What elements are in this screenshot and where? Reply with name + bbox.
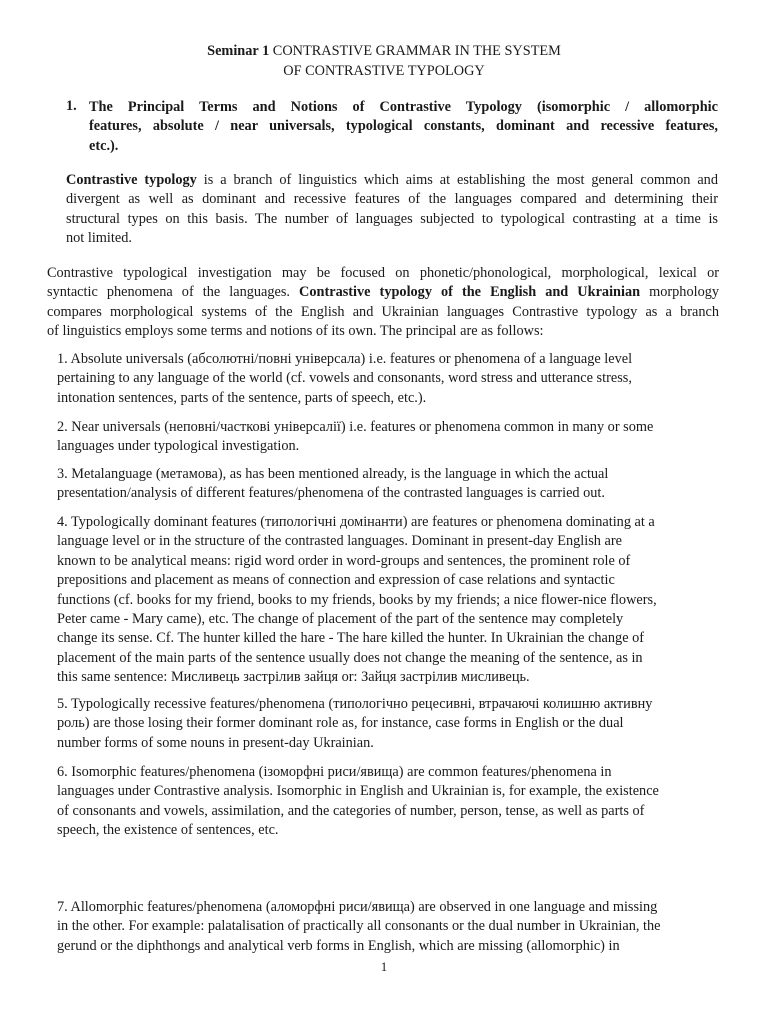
list-item-line: known to be analytical means: rigid word order in word-groups and sentences, the prominent role of xyxy=(57,552,631,569)
list-item-line: change its sense. Cf. The hunter killed the hare - The hare killed the hunter. In Ukrainian the change of xyxy=(57,630,645,647)
intro-line: of linguistics employs some terms and notions of its own. The principal are as follows: xyxy=(47,323,544,340)
list-item-line: placement of the main parts of the sentence usually does not change the meaning of the sentence, as in xyxy=(57,649,643,666)
intro-text: syntactic phenomena of the languages. xyxy=(47,284,300,301)
list-item-line: 2. Near universals (неповні/часткові універсалії) i.e. features or phenomena common in many or some xyxy=(57,419,654,435)
page-number: 1 xyxy=(380,959,388,974)
list-item xyxy=(57,465,717,504)
section-heading-line: etc.). xyxy=(89,137,119,154)
intro-bold-text: Contrastive typology of the English and Ukrainian xyxy=(299,284,641,301)
page-title-line2: OF CONTRASTIVE TYPOLOGY xyxy=(283,63,485,79)
definition-line: structural types on this basis. The number of languages subjected to typological contrasting at a time is xyxy=(66,210,718,227)
list-item-line: presentation/analysis of different features/phenomena of the contrasted languages is carried out. xyxy=(57,485,605,502)
list-item-line: Peter came - Mary came), etc. The change of placement of the part of the sentence may completely xyxy=(57,610,624,627)
definition-term: Contrastive typology xyxy=(66,172,197,188)
list-item-line: languages under typological investigation. xyxy=(57,438,300,455)
section-heading-line: features, absolute / near universals, typological constants, dominant and recessive features, xyxy=(89,118,718,135)
definition-line: divergent as well as dominant and recessive features of the languages compared and determining their xyxy=(66,191,718,208)
intro-line xyxy=(47,283,719,302)
list-item-line: functions (cf. books for my friend, books to my friends, books by my friends; a nice flower-nice flowers, xyxy=(57,591,657,608)
list-item-line: this same sentence: Мисливець застрілив зайця or: Зайця застрілив мисливець. xyxy=(57,669,530,686)
list-item xyxy=(57,898,717,956)
list-item-line: pertaining to any language of the world (cf. vowels and consonants, word stress and utterance stress, xyxy=(57,370,632,387)
list-item-line: 5. Typologically recessive features/phenomena (типологічно рецесивні, втрачаючі колишню активну xyxy=(57,696,653,712)
title-line1: CONTRASTIVE GRAMMAR IN THE SYSTEM xyxy=(269,43,561,59)
list-item-line: speech, the existence of sentences, etc. xyxy=(57,822,279,839)
list-item-line: intonation sentences, parts of the sentence, parts of speech, etc.). xyxy=(57,389,427,406)
list-item xyxy=(57,513,717,688)
list-item-line: of consonants and vowels, assimilation, and the categories of number, person, tense, as well as parts of xyxy=(57,802,645,819)
list-item-line: 6. Isomorphic features/phenomena (ізоморфні риси/явища) are common features/phenomena in xyxy=(57,764,612,780)
list-item-line: prepositions and placement as means of connection and expression of case relations and syntactic xyxy=(57,572,615,589)
list-item-line: 1. Absolute universals (абсолютні/повні універсала) i.e. features or phenomena of a language level xyxy=(57,351,633,367)
list-item-line: number forms of some nouns in present-day Ukrainian. xyxy=(57,734,374,751)
section-heading xyxy=(89,98,718,156)
list-item xyxy=(57,695,717,753)
list-item-line: роль) are those losing their former dominant role as, for instance, case forms in English or the dual xyxy=(57,715,624,732)
definition-text: is a branch of linguistics which aims at establishing the most general common and xyxy=(196,172,718,188)
list-item-line: 4. Typologically dominant features (типологічні домінанти) are features or phenomena dominating at a xyxy=(57,514,655,530)
list-item-line: in the other. For example: palatalisation of practically all consonants or the dual number in Ukrainian, the xyxy=(57,918,661,935)
section-number: 1. xyxy=(66,98,77,114)
list-item-line: language level or in the structure of the contrasted languages. Dominant in present-day English are xyxy=(57,533,622,550)
definition-line xyxy=(66,171,718,190)
list-item-line: gerund or the diphthongs and analytical verb forms in English, which are missing (allomorphic) in xyxy=(57,937,620,954)
intro-line: compares morphological systems of the English and Ukrainian languages Contrastive typology as a branch xyxy=(47,303,719,320)
intro-line: Contrastive typological investigation may be focused on phonetic/phonological, morphological, lexical or xyxy=(47,265,719,281)
list-item-line: languages under Contrastive analysis. Isomorphic in English and Ukrainian is, for example, the existence xyxy=(57,783,659,800)
list-item-line: 3. Metalanguage (метамова), as has been mentioned already, is the language in which the actual xyxy=(57,466,609,482)
page-title xyxy=(0,42,768,61)
definition-line: not limited. xyxy=(66,230,132,247)
list-item xyxy=(57,418,717,457)
list-item xyxy=(57,763,717,841)
intro-text: morphology xyxy=(640,284,719,301)
section-heading-line: The Principal Terms and Notions of Contrastive Typology (isomorphic / allomorphic xyxy=(89,99,718,115)
title-prefix: Seminar 1 xyxy=(207,43,270,59)
intro-paragraph xyxy=(47,264,719,342)
definition-paragraph xyxy=(66,171,718,249)
list-item-line: 7. Allomorphic features/phenomena (аломорфні риси/явища) are observed in one language and missing xyxy=(57,899,658,915)
list-item xyxy=(57,350,717,408)
